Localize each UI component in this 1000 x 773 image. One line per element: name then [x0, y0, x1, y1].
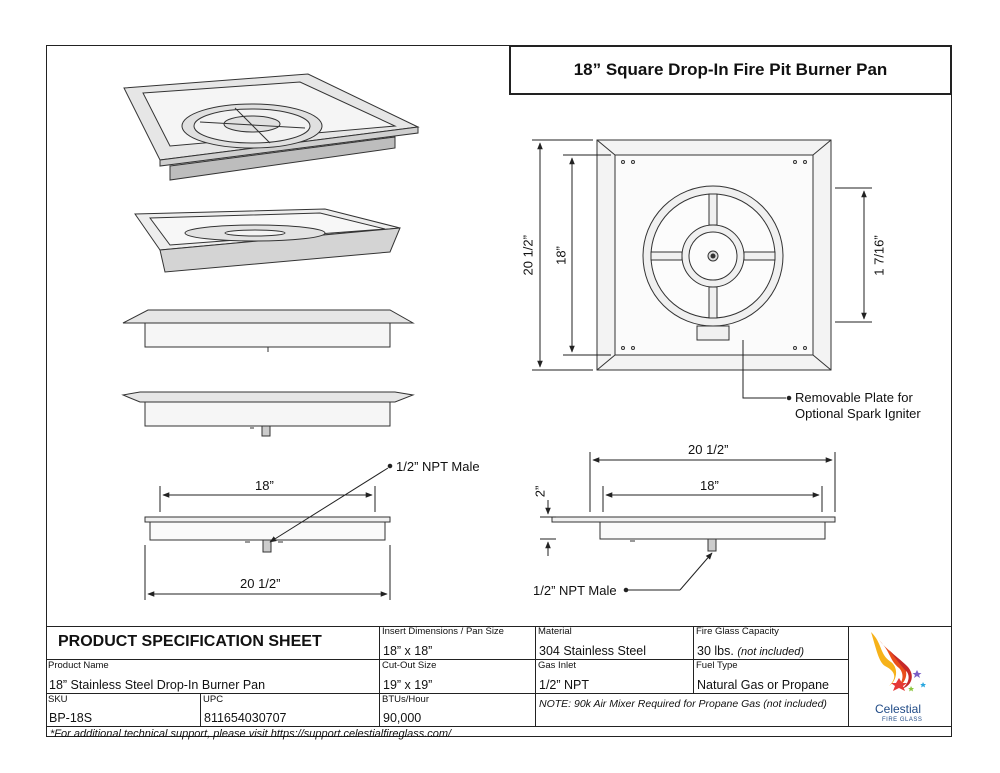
side-view-lower [123, 392, 413, 436]
callout-npt-top: 1/2” NPT Male [396, 459, 480, 474]
capacity-label: Fire Glass Capacity [696, 626, 779, 637]
brand-logo [849, 626, 952, 727]
insert-cell [380, 626, 536, 660]
btu-value: 90,000 [383, 711, 422, 725]
insert-label: Insert Dimensions / Pan Size [382, 626, 504, 637]
btu-cell [380, 694, 536, 727]
dim-ring-plan: 1 7/16” [871, 235, 887, 276]
spec-heading: PRODUCT SPECIFICATION SHEET [58, 633, 322, 650]
top-plan-view [597, 140, 831, 370]
footnote: *For additional technical support, please visit https://support.celestialfireglass.com/ [50, 728, 452, 740]
cutout-value: 19” x 19” [383, 678, 433, 692]
product-label: Product Name [48, 660, 109, 671]
upc-value: 811654030707 [204, 711, 287, 725]
capacity-note: (not included) [737, 646, 804, 658]
brand-sub: FIRE GLASS [882, 717, 923, 723]
capacity-cell [694, 626, 849, 660]
product-value: 18” Stainless Steel Drop-In Burner Pan [49, 678, 266, 692]
page-title: 18” Square Drop-In Fire Pit Burner Pan [509, 45, 952, 95]
sku-cell [46, 694, 201, 727]
upc-cell [201, 694, 380, 727]
spec-heading-cell [46, 626, 380, 660]
brand-name: Celestial [875, 702, 922, 716]
spec-table [46, 626, 952, 727]
side-view-upper [123, 310, 413, 352]
right-elevation [552, 517, 835, 551]
callout-npt-bottom: 1/2” NPT Male [533, 583, 617, 598]
material-cell [536, 626, 694, 660]
iso-view-side [135, 209, 400, 272]
material-label: Material [538, 626, 572, 637]
dim-outer-plan: 20 1/2” [520, 235, 536, 276]
fuel-value: Natural Gas or Propane [697, 678, 830, 692]
dim-inner-front: 18” [255, 478, 274, 493]
capacity-value: 30 lbs. [697, 644, 734, 658]
insert-value: 18” x 18” [383, 644, 433, 658]
inlet-cell [536, 660, 694, 694]
fuel-label: Fuel Type [696, 660, 738, 671]
dim-outer-front: 20 1/2” [240, 576, 281, 591]
cutout-cell [380, 660, 536, 694]
dim-depth: 2” [532, 485, 548, 498]
front-elevation [145, 517, 390, 552]
btu-label: BTUs/Hour [382, 694, 429, 705]
callout-plate-line1: Removable Plate for [795, 390, 913, 405]
sku-label: SKU [48, 694, 68, 705]
callout-plate-line2: Optional Spark Igniter [795, 406, 921, 421]
product-cell [46, 660, 380, 694]
iso-view-top [124, 74, 418, 180]
dim-inner-plan: 18” [553, 246, 569, 265]
inlet-value: 1/2” NPT [539, 678, 590, 692]
inlet-label: Gas Inlet [538, 660, 577, 671]
callout-plate [795, 390, 921, 422]
spec-note: NOTE: 90k Air Mixer Required for Propane Gas (not included) [539, 698, 827, 710]
flame-icon [849, 626, 952, 698]
dim-outer-right: 20 1/2” [688, 442, 729, 457]
material-value: 304 Stainless Steel [539, 644, 647, 658]
note-cell [536, 694, 849, 727]
sku-value: BP-18S [49, 711, 93, 725]
cutout-label: Cut-Out Size [382, 660, 437, 671]
capacity-value-wrap [697, 644, 804, 658]
dim-inner-right: 18” [700, 478, 719, 493]
fuel-cell [694, 660, 849, 694]
upc-label: UPC [203, 694, 224, 705]
